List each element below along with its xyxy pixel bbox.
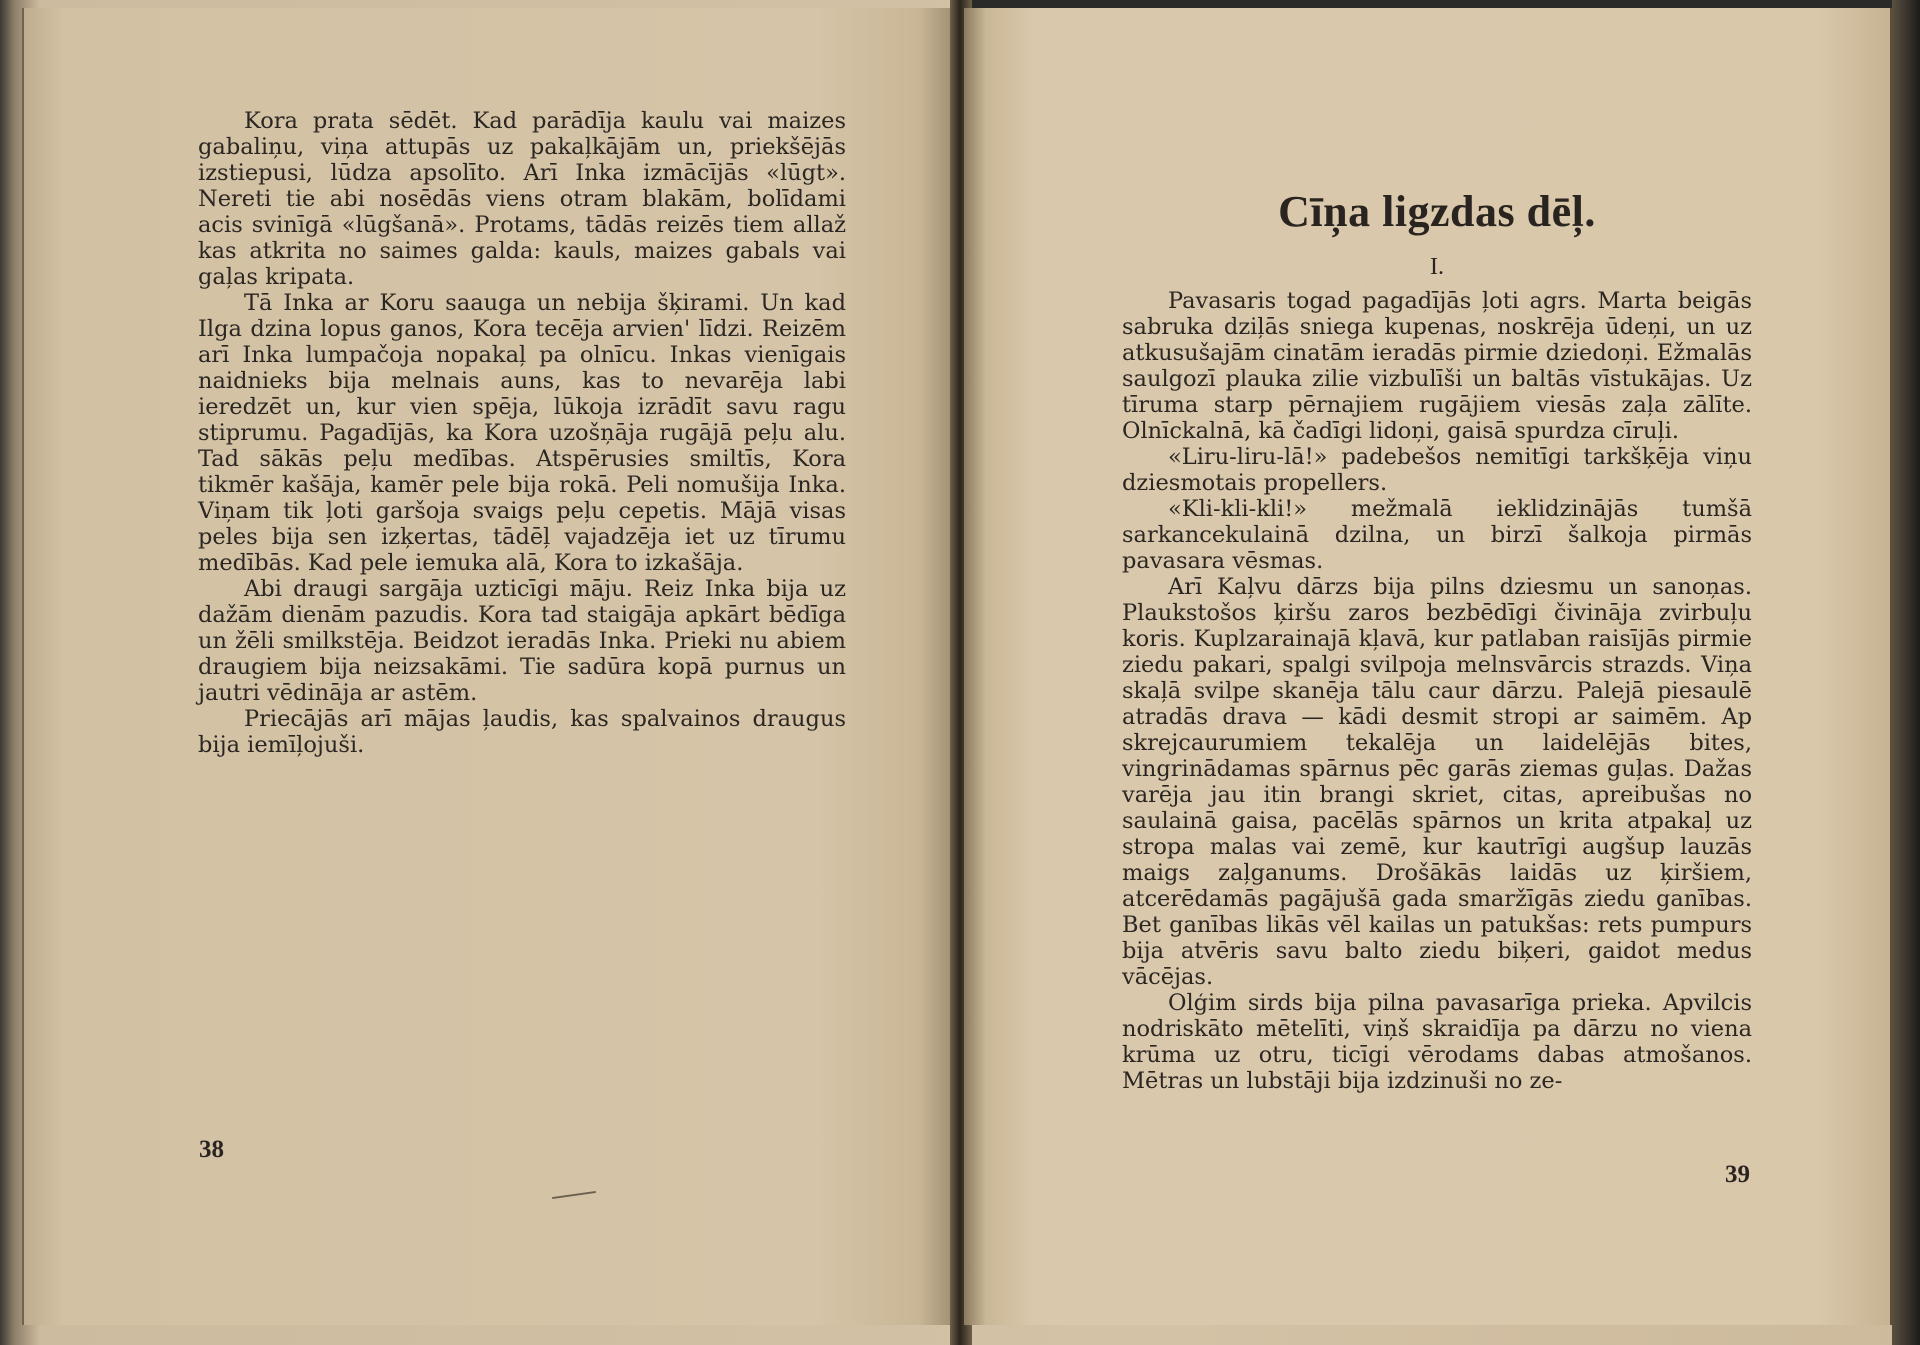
page-number: 39	[1725, 1161, 1750, 1188]
right-page	[964, 8, 1892, 1325]
paragraph: «Liru-liru-lā!» padebešos nemitīgi tarkšķēja viņu dziesmotais propellers.	[1122, 444, 1752, 496]
printer-mark	[552, 1191, 596, 1199]
paragraph: Priecājās arī mājas ļaudis, kas spalvainos draugus bija iemīļojuši.	[198, 706, 846, 758]
left-page-text	[198, 108, 846, 758]
paragraph: Abi draugi sargāja uzticīgi māju. Reiz Inka bija uz dažām dienām pazudis. Kora tad staigāja apkārt bēdīga un žēli smilkstēja. Beidzot ieradās Inka. Prieki nu abiem draugiem bija neizsakāmi. Tie sadūra kopā purnus un jautri vēdināja ar astēm.	[198, 576, 846, 706]
scan-right-edge	[1892, 0, 1920, 1345]
left-page	[22, 8, 956, 1325]
right-page-text	[1122, 288, 1752, 1094]
paragraph: Tā Inka ar Koru saauga un nebija šķirami. Un kad Ilga dzina lopus ganos, Kora tecēja arvien' līdzi. Reizēm arī Inka lumpačoja nopakaļ pa olnīcu. Inkas vienīgais naidnieks bija melnais auns, kas to nevarēja labi ieredzēt un, kur vien spēja, lūkoja izrādīt savu ragu stiprumu. Pagadījās, ka Kora uzošņāja rugājā peļu alu. Tad sākās peļu medības. Atspērusies smiltīs, Kora tikmēr kašāja, kamēr pele bija rokā. Peli nomušija Inka. Viņam tik ļoti garšoja svaigs peļu cepetis. Mājā visas peles bija sen izķertas, tādēļ vajadzēja iet uz tīrumu medībās. Kad pele iemuka alā, Kora to izkašāja.	[198, 290, 846, 576]
chapter-title: Cīņa ligzdas dēļ.	[1278, 187, 1596, 236]
paragraph: Kora prata sēdēt. Kad parādīja kaulu vai maizes gabaliņu, viņa attupās uz pakaļkājām un, priekšējās izstiepusi, lūdza apsolīto. Arī Inka izmācījās «lūgt». Nereti tie abi nosēdās viens otram blakām, bolīdami acis svinīgā «lūgšanā». Protams, tādās reizēs tiem allaž kas atkrita no saimes galda: kauls, maizes gabals vai gaļas kripata.	[198, 108, 846, 290]
chapter-number: I.	[1430, 254, 1444, 280]
paragraph: Pavasaris togad pagadījās ļoti agrs. Marta beigās sabruka dziļās sniega kupenas, noskrēja ūdeņi, un uz atkusušajām cinatām ieradās pirmie dziedoņi. Ežmalās saulgozī plauka zilie vizbulīši un baltās vīstukājas. Uz tīruma starp pērnajiem rugājiem viesās zaļa zālīte. Olnīckalnā, kā čadīgi lidoņi, gaisā spurdza cīruļi.	[1122, 288, 1752, 444]
page-number: 38	[199, 1136, 224, 1163]
paragraph: Arī Kaļvu dārzs bija pilns dziesmu un sanoņas. Plaukstošos ķiršu zaros bezbēdīgi čivināja zvirbuļu koris. Kuplzarainajā kļavā, kur patlaban raisījās pirmie ziedu pakari, spalgi svilpoja melnsvārcis strazds. Viņa skaļā svilpe skanēja tālu caur dārzu. Palejā piesaulē atradās drava — kādi desmit stropi ar saimēm. Ap skrejcaurumiem tekalēja un laidelējās bites, vingrinādamas spārnus pēc garās ziemas guļas. Dažas varēja jau itin brangi skriet, citas, apreibušas no saulainā gaisa, pacēlās spārnos un krita atpakaļ uz stropa malas vai zemē, kur kautrīgi augšup lauzās maigs zaļganums. Drošākās laidās uz ķiršiem, atcerēdamās pagājušā gada smaržīgās ziedu ganības. Bet ganības likās vēl kailas un patukšas: rets pumpurs bija atvēris savu balto ziedu biķeri, gaidot medus vācējas.	[1122, 574, 1752, 990]
paragraph: «Kli-kli-kli!» mežmalā ieklidzinājās tumšā sarkancekulainā dzilna, un birzī šalkoja pirmās pavasara vēsmas.	[1122, 496, 1752, 574]
paragraph: Olģim sirds bija pilna pavasarīga prieka. Apvilcis nodriskāto mētelīti, viņš skraidīja pa dārzu no viena krūma uz otru, ticīgi vērodams dabas atmošanos. Mētras un lubstāji bija izdzinuši no ze-	[1122, 990, 1752, 1094]
